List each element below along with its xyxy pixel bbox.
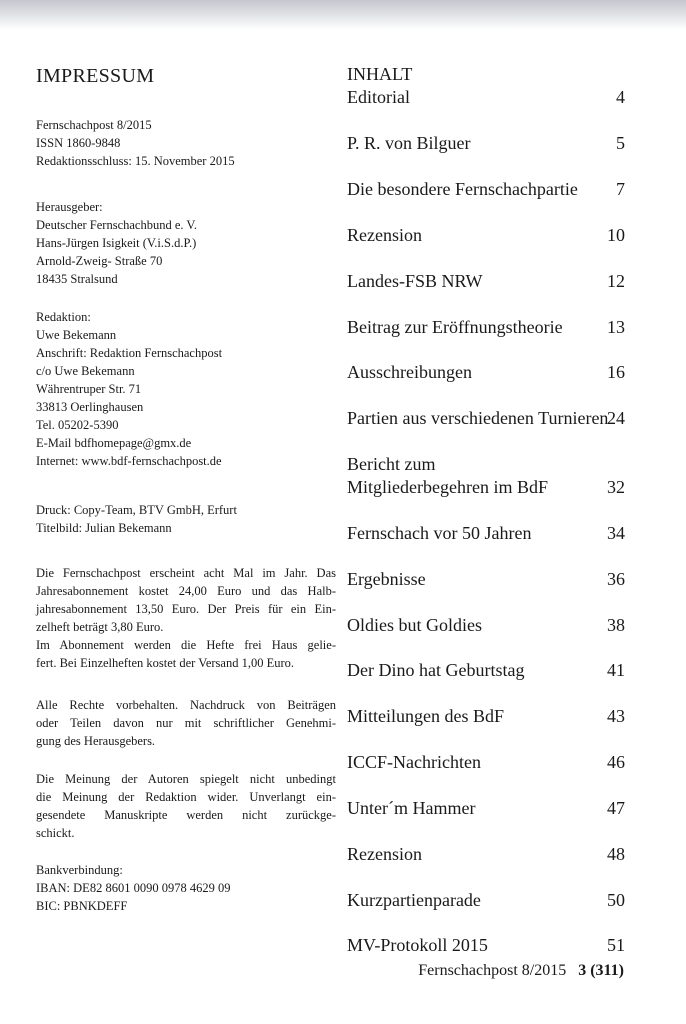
editorial-line: Währentruper Str. 71 bbox=[36, 382, 142, 396]
paragraph-line: Alle Rechte vorbehalten. Nachdruck von Beiträgen bbox=[36, 698, 336, 712]
editorial-line: Uwe Bekemann bbox=[36, 328, 117, 342]
toc-entry-page: 38 bbox=[607, 615, 625, 635]
cover-image-credit: Titelbild: Julian Bekemann bbox=[36, 521, 172, 535]
toc-entry-title: Die besondere Fernschachpartie bbox=[347, 179, 578, 199]
publisher-line: Deutscher Fernschachbund e. V. bbox=[36, 218, 197, 232]
toc-entry-page: 12 bbox=[607, 271, 625, 291]
toc-entry-page: 47 bbox=[607, 798, 625, 818]
toc-entry-page: 48 bbox=[607, 844, 625, 864]
issue-line: Fernschachpost 8/2015 bbox=[36, 118, 152, 132]
toc-entry-title: Rezension bbox=[347, 225, 422, 245]
footer-page-number: 3 (311) bbox=[578, 962, 624, 979]
toc-entry-page: 24 bbox=[607, 408, 625, 428]
toc-entry-page: 34 bbox=[607, 523, 625, 543]
toc-entry-title: Beitrag zur Eröffnungstheorie bbox=[347, 317, 563, 337]
toc-entry-title: Bericht zum bbox=[347, 454, 436, 474]
publisher-block bbox=[36, 198, 197, 288]
footer-magazine-issue: Fernschachpost 8/2015 bbox=[418, 962, 567, 979]
toc-entry-title: Kurzpartienparade bbox=[347, 890, 481, 910]
toc-entry-title: ICCF-Nachrichten bbox=[347, 752, 481, 772]
editorial-block bbox=[36, 308, 222, 470]
paragraph-line: zelheft beträgt 3,80 Euro. bbox=[36, 620, 164, 634]
publisher-heading: Herausgeber: bbox=[36, 200, 103, 214]
deadline-line: Redaktionsschluss: 15. November 2015 bbox=[36, 154, 235, 168]
paragraph-line: gesendete Manuskripte werden nicht zurückge- bbox=[36, 808, 336, 822]
print-line: Druck: Copy-Team, BTV GmbH, Erfurt bbox=[36, 503, 237, 517]
publisher-line: 18435 Stralsund bbox=[36, 272, 118, 286]
toc-entry-page: 51 bbox=[607, 935, 625, 955]
toc-entry-page: 43 bbox=[607, 706, 625, 726]
toc-entry-title: Ausschreibungen bbox=[347, 362, 472, 382]
scan-top-shadow bbox=[0, 0, 686, 30]
rights-paragraph bbox=[36, 696, 336, 750]
toc-entry-title: Landes-FSB NRW bbox=[347, 271, 483, 291]
toc-entry-title: Oldies but Goldies bbox=[347, 615, 482, 635]
bic-line: BIC: PBNKDEFF bbox=[36, 899, 128, 913]
paragraph-line: Die Fernschachpost erscheint acht Mal im Jahr. Das bbox=[36, 566, 336, 580]
toc-entry-page: 4 bbox=[616, 87, 625, 107]
editorial-line: 33813 Oerlinghausen bbox=[36, 400, 144, 414]
toc-entry-page: 41 bbox=[607, 660, 625, 680]
toc-heading: INHALT bbox=[347, 64, 413, 84]
toc-entry-page: 16 bbox=[607, 362, 625, 382]
paragraph-line: jahresabonnement 13,50 Euro. Der Preis für ein Ein- bbox=[36, 602, 336, 616]
website-line: Internet: www.bdf-fernschachpost.de bbox=[36, 454, 222, 468]
issn-line: ISSN 1860-9848 bbox=[36, 136, 121, 150]
paragraph-line: gung des Herausgebers. bbox=[36, 734, 156, 748]
paragraph-line: Die Meinung der Autoren spiegelt nicht unbedingt bbox=[36, 772, 336, 786]
toc-entry-page: 10 bbox=[607, 225, 625, 245]
toc-entry-title: Mitgliederbegehren im BdF bbox=[347, 477, 548, 497]
bank-heading: Bankverbindung: bbox=[36, 863, 123, 877]
toc-entry-page: 36 bbox=[607, 569, 625, 589]
impressum-title: IMPRESSUM bbox=[36, 65, 155, 87]
editorial-line: c/o Uwe Bekemann bbox=[36, 364, 135, 378]
toc-entry-page: 5 bbox=[616, 133, 625, 153]
paragraph-line: fert. Bei Einzelheften kostet der Versand 1,00 Euro. bbox=[36, 656, 295, 670]
email-line: E-Mail bdfhomepage@gmx.de bbox=[36, 436, 192, 450]
toc-entry-title: Unter´m Hammer bbox=[347, 798, 476, 818]
editorial-line: Anschrift: Redaktion Fernschachpost bbox=[36, 346, 223, 360]
disclaimer-paragraph bbox=[36, 770, 336, 842]
paragraph-line: schickt. bbox=[36, 826, 75, 840]
editorial-heading: Redaktion: bbox=[36, 310, 91, 324]
toc-entry-title: Rezension bbox=[347, 844, 422, 864]
toc-entry-page: 7 bbox=[616, 179, 625, 199]
toc-entry-title: Editorial bbox=[347, 87, 410, 107]
toc-entry-title: Partien aus verschiedenen Turnieren bbox=[347, 408, 609, 428]
paragraph-line: Im Abonnement werden die Hefte frei Haus gelie- bbox=[36, 638, 336, 652]
print-block bbox=[36, 501, 237, 537]
subscription-paragraph bbox=[36, 564, 336, 672]
toc-entry-page: 50 bbox=[607, 890, 625, 910]
bank-block bbox=[36, 861, 230, 915]
toc-entry-title: Mitteilungen des BdF bbox=[347, 706, 504, 726]
paragraph-line: die Meinung der Redaktion wider. Unverlangt ein- bbox=[36, 790, 336, 804]
iban-line: IBAN: DE82 8601 0090 0978 4629 09 bbox=[36, 881, 231, 895]
publisher-line: Arnold-Zweig- Straße 70 bbox=[36, 254, 163, 268]
publisher-line: Hans-Jürgen Isigkeit (V.i.S.d.P.) bbox=[36, 236, 197, 250]
paragraph-line: Jahresabonnement kostet 24,00 Euro und das Halb- bbox=[36, 584, 336, 598]
toc-entry-page: 32 bbox=[607, 477, 625, 497]
toc-entry-title: P. R. von Bilguer bbox=[347, 133, 471, 153]
toc-entry-title: Ergebnisse bbox=[347, 569, 426, 589]
publication-info bbox=[36, 116, 235, 170]
toc-entry-page: 13 bbox=[607, 317, 625, 337]
toc-entry-title: Der Dino hat Geburtstag bbox=[347, 660, 525, 680]
toc-entry-title: Fernschach vor 50 Jahren bbox=[347, 523, 532, 543]
toc-entry-title: MV-Protokoll 2015 bbox=[347, 935, 488, 955]
page-footer bbox=[418, 962, 624, 980]
paragraph-line: oder Teilen davon nur mit schriftlicher Genehmi- bbox=[36, 716, 336, 730]
toc-entry-page: 46 bbox=[607, 752, 625, 772]
editorial-line: Tel. 05202-5390 bbox=[36, 418, 119, 432]
